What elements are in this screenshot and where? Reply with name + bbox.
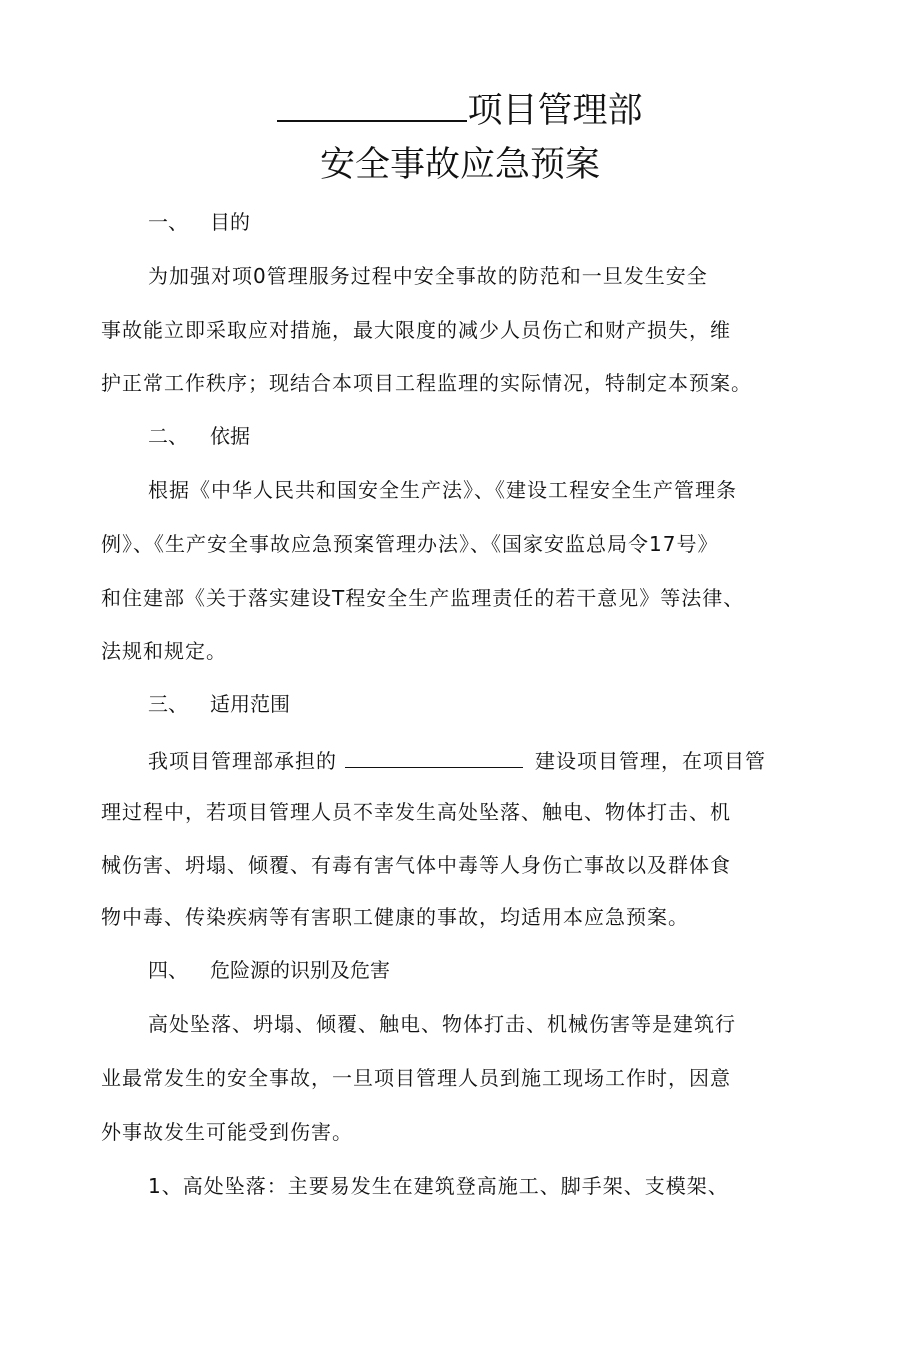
document-title-line2: 安全事故应急预案 (319, 145, 600, 185)
section-heading-basis: 二、 依据 (148, 424, 250, 448)
document-title-line1: 项目管理部 (0, 88, 920, 133)
paragraph-line: 例》、《生产安全事故应急预案管理办法》、《国家安监总局令17号》 (101, 532, 719, 556)
section-heading-hazards: 四、 危险源的识别及危害 (148, 958, 390, 982)
paragraph-line: 物中毒、传染疾病等有害职工健康的事故，均适用本应急预案。 (101, 905, 689, 929)
paragraph-line: 和住建部《关于落实建设T程安全生产监理责任的若干意见》等法律、 (101, 586, 745, 610)
paragraph-line: 1、高处坠落：主要易发生在建筑登高施工、脚手架、支模架、 (148, 1174, 729, 1198)
paragraph-line-with-blank: 我项目管理部承担的 建设项目管理，在项目管 (148, 745, 766, 775)
paragraph-line: 械伤害、坍塌、倾覆、有毒有害气体中毒等人身伤亡事故以及群体食 (101, 853, 731, 877)
paragraph-line: 外事故发生可能受到伤害。 (101, 1120, 353, 1144)
project-name-blank (345, 745, 523, 768)
paragraph-line: 事故能立即采取应对措施，最大限度的减少人员伤亡和财产损失，维 (101, 318, 731, 342)
paragraph-line: 为加强对项0管理服务过程中安全事故的防范和一旦发生安全 (148, 264, 708, 288)
project-name-blank (277, 88, 467, 122)
paragraph-line: 根据《中华人民共和国安全生产法》、《建设工程安全生产管理条 (148, 478, 737, 502)
paragraph-line: 高处坠落、坍塌、倾覆、触电、物体打击、机械伤害等是建筑行 (148, 1012, 736, 1036)
section-heading-purpose: 一、 目的 (148, 210, 250, 234)
paragraph-line: 业最常发生的安全事故，一旦项目管理人员到施工现场工作时，因意 (101, 1066, 731, 1090)
section-heading-scope: 三、 适用范围 (148, 692, 290, 716)
paragraph-line: 护正常工作秩序；现结合本项目工程监理的实际情况，特制定本预案。 (101, 371, 752, 395)
paragraph-line: 法规和规定。 (101, 639, 227, 663)
paragraph-line: 理过程中，若项目管理人员不幸发生高处坠落、触电、物体打击、机 (101, 800, 731, 824)
